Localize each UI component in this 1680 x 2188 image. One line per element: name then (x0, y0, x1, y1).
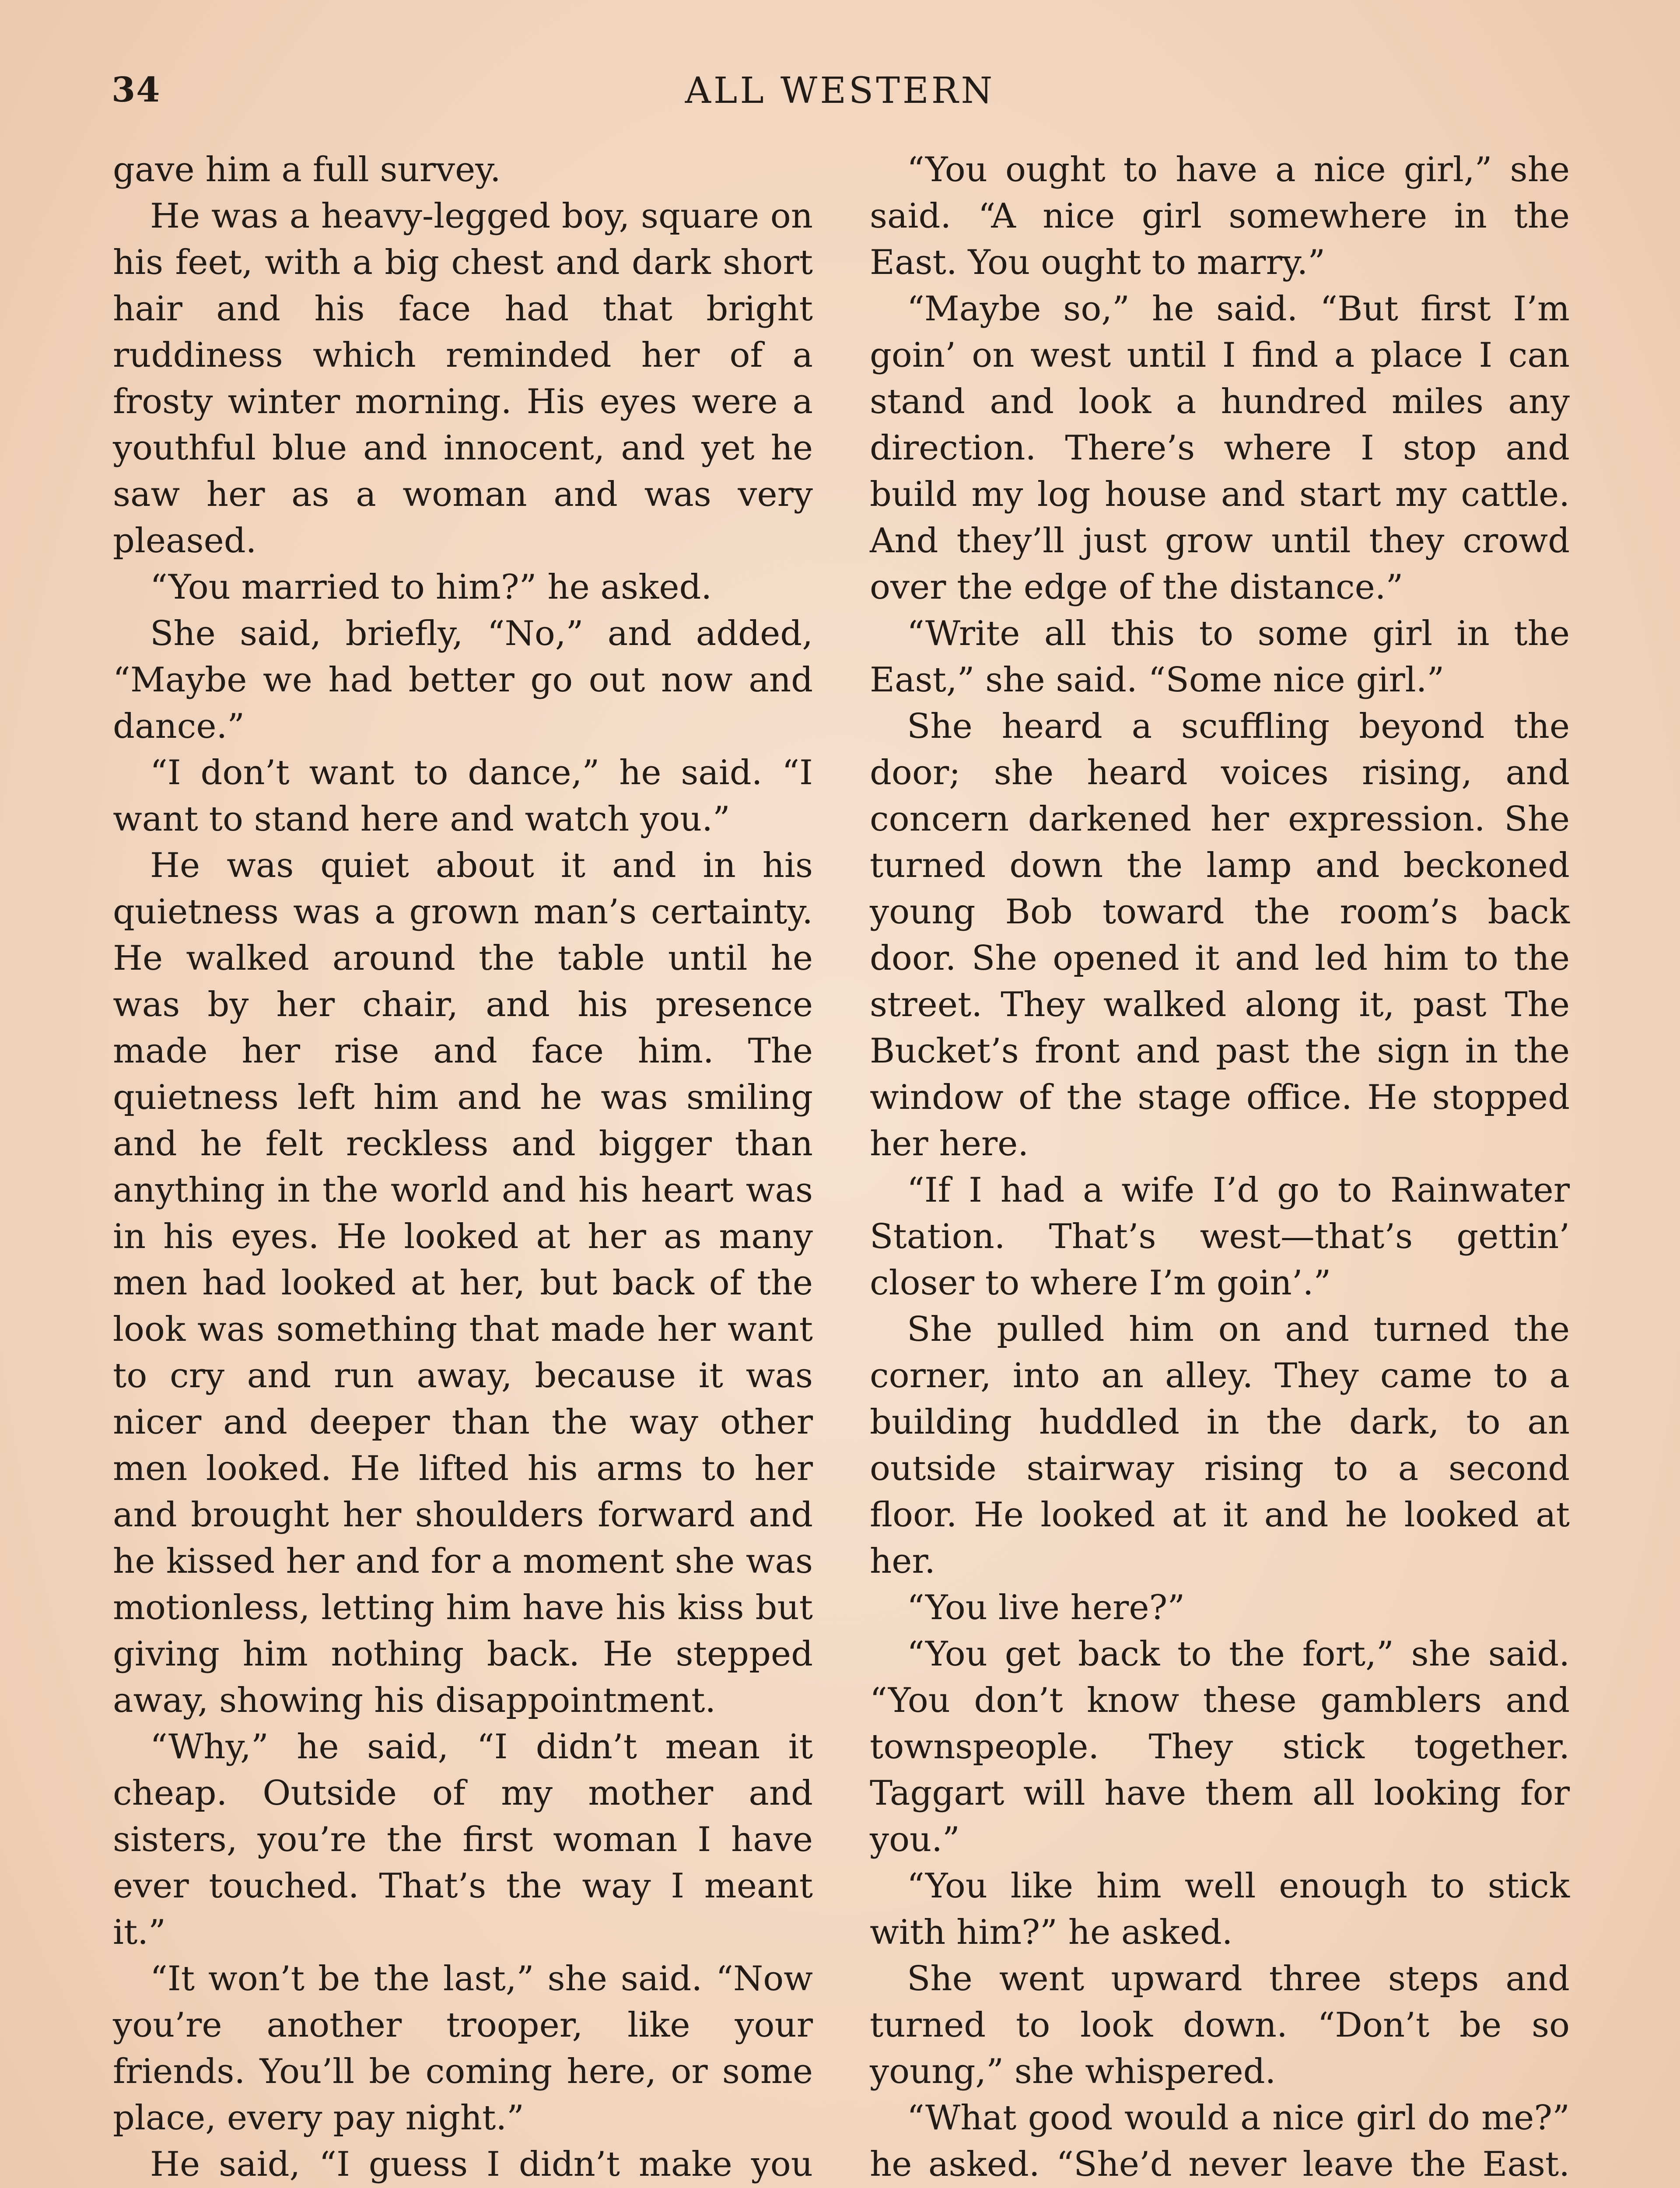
paragraph: “If I had a wife I’d go to Rainwater Station. That’s west—that’s gettin’ closer to where I’m goin’.” (870, 1171, 1570, 1303)
paragraph: “I don’t want to dance,” he said. “I want to stand here and watch you.” (113, 753, 813, 839)
paragraph: “It won’t be the last,” she said. “Now you’re another trooper, like your friends. You’ll be coming here, or some place, every pay night.” (113, 1959, 813, 2138)
paragraph: “You like him well enough to stick with him?” he asked. (870, 1866, 1570, 1952)
running-head: ALL WESTERN (685, 70, 995, 112)
paragraph: “You live here?” (907, 1588, 1185, 1627)
paragraph: “Write all this to some girl in the East,” she said. “Some nice girl.” (870, 614, 1570, 700)
paragraph: “Maybe so,” he said. “But first I’m goin’ on west until I find a place I can stand and look a hundred miles any direction. There’s where I stop and build my log house and start my cattle. And they’ll just grow until they crowd over the edge of the distance.” (870, 289, 1570, 607)
paragraph: “Why,” he said, “I didn’t mean it cheap. Outside of my mother and sisters, you’re the first woman I have ever touched. That’s the way I meant it.” (113, 1727, 813, 1952)
page-number: 34 (112, 70, 161, 110)
paragraph: “You ought to have a nice girl,” she said. “A nice girl somewhere in the East. You ought to marry.” (870, 150, 1570, 282)
left-column (113, 147, 813, 2188)
paragraph: She heard a scuffling beyond the door; she heard voices rising, and concern darkened her expression. She turned down the lamp and beckoned young Bob toward the room’s back door. She opened it and led him to the street. They walked along it, past The Bucket’s front and past the sign in the window of the stage office. He stopped her here. (870, 707, 1570, 1164)
paragraph: She went upward three steps and turned to look down. “Don’t be so young,” she whispered. (870, 1959, 1570, 2091)
paragraph: He said, “I guess I didn’t make you (150, 2145, 813, 2184)
paragraph: gave him a full survey. (113, 150, 501, 189)
page-header (112, 70, 1568, 118)
paragraph: “You get back to the fort,” she said. “You don’t know these gamblers and townspeople. They stick together. Taggart will have them all looking for you.” (870, 1634, 1570, 1859)
paragraph: “You married to him?” he asked. (150, 568, 712, 607)
paragraph: She said, briefly, “No,” and added, “Maybe we had better go out now and dance.” (113, 614, 813, 746)
right-column (870, 147, 1570, 2188)
paragraph: “What good would a nice girl do me?” he asked. “She’d never leave the East. (870, 2098, 1570, 2184)
paragraph: He was quiet about it and in his quietness was a grown man’s certainty. He walked around the table until he was by her chair, and his presence made her rise and face him. The quietness left him and he was smiling and he felt reckless and bigger than anything in the world and his heart was in his eyes. He looked at her as many men had looked at her, but back of the look was something that made her want to cry and run away, because it was nicer and deeper than the way other men looked. He lifted his arms to her and brought her shoulders forward and he kissed her and for a moment she was motionless, letting him have his kiss but giving him nothing back. He stepped away, showing his disappointment. (113, 846, 813, 1720)
paragraph: She pulled him on and turned the corner, into an alley. They came to a building huddled in the dark, to an outside stairway rising to a second floor. He looked at it and he looked at her. (870, 1310, 1570, 1581)
paragraph: He was a heavy-legged boy, square on his feet, with a big chest and dark short hair and his face had that bright ruddiness which reminded her of a frosty winter morning. His eyes were a youthful blue and innocent, and yet he saw her as a woman and was very pleased. (113, 196, 813, 561)
